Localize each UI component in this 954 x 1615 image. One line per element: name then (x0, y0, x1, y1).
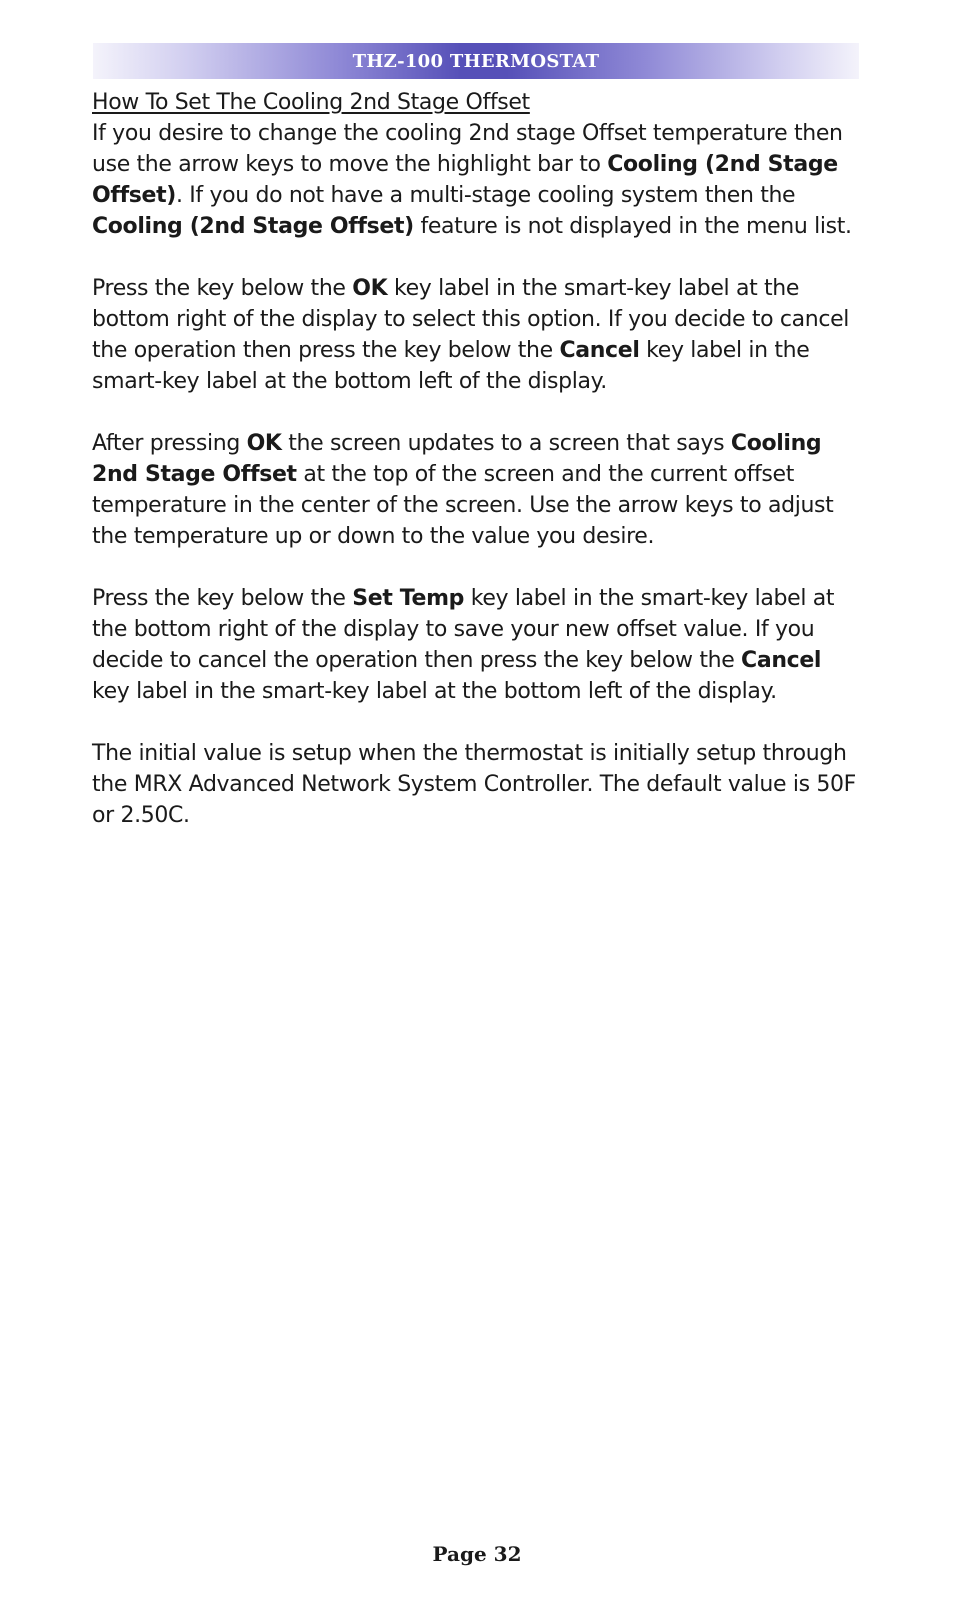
bold-term: Cooling (2nd Stage Offset) (92, 214, 414, 239)
paragraph-default-value (92, 738, 862, 831)
bold-term: Set Temp (352, 586, 465, 611)
bold-term: OK (246, 431, 282, 456)
text-run: . If you do not have a multi-stage cooling system then the (175, 183, 796, 208)
paragraph-set-temp (92, 583, 862, 707)
bold-term: Cooling (2nd Stage Offset) (92, 152, 838, 208)
paragraph-ok-cancel (92, 273, 862, 397)
text-run: key label in the smart-key label at the bottom right of the display to save your new offset value. If you decide to cancel the operation then press the key below the (92, 586, 835, 673)
text-run: Press the key below the (92, 276, 353, 301)
document-title: THZ-100 THERMOSTAT (352, 50, 600, 72)
text-run: at the top of the screen and the current offset temperature in the center of the screen. Use the arrow keys to adjust the temperature up or down to the value you desire. (92, 462, 834, 549)
text-run: key label in the smart-key label at the bottom left of the display. (92, 338, 810, 394)
bold-term: Cooling 2nd Stage Offset (92, 431, 822, 487)
text-run: key label in the smart-key label at the bottom right of the display to select this option. If you decide to cancel the operation then press the key below the (92, 276, 850, 363)
text-run: the screen updates to a screen that says (281, 431, 731, 456)
bold-term: Cancel (741, 648, 822, 673)
section-heading: How To Set The Cooling 2nd Stage Offset (92, 90, 530, 115)
main-content (92, 87, 862, 862)
bold-term: OK (352, 276, 388, 301)
header-bar (93, 43, 859, 79)
page-number: Page 32 (432, 1542, 522, 1566)
text-run: After pressing (92, 431, 247, 456)
paragraph-adjust-offset (92, 428, 862, 552)
text-run: If you desire to change the cooling 2nd stage Offset temperature then use the arrow keys to move the highlight bar to (92, 121, 843, 177)
text-run: key label in the smart-key label at the bottom left of the display. (92, 679, 777, 704)
text-run: Press the key below the (92, 586, 353, 611)
text-run: The initial value is setup when the thermostat is initially setup through the MRX Advanced Network System Controller. The default value is 50F or 2.50C. (92, 741, 856, 828)
paragraph-select-option (92, 118, 862, 242)
text-run: feature is not displayed in the menu list. (413, 214, 852, 239)
bold-term: Cancel (559, 338, 640, 363)
